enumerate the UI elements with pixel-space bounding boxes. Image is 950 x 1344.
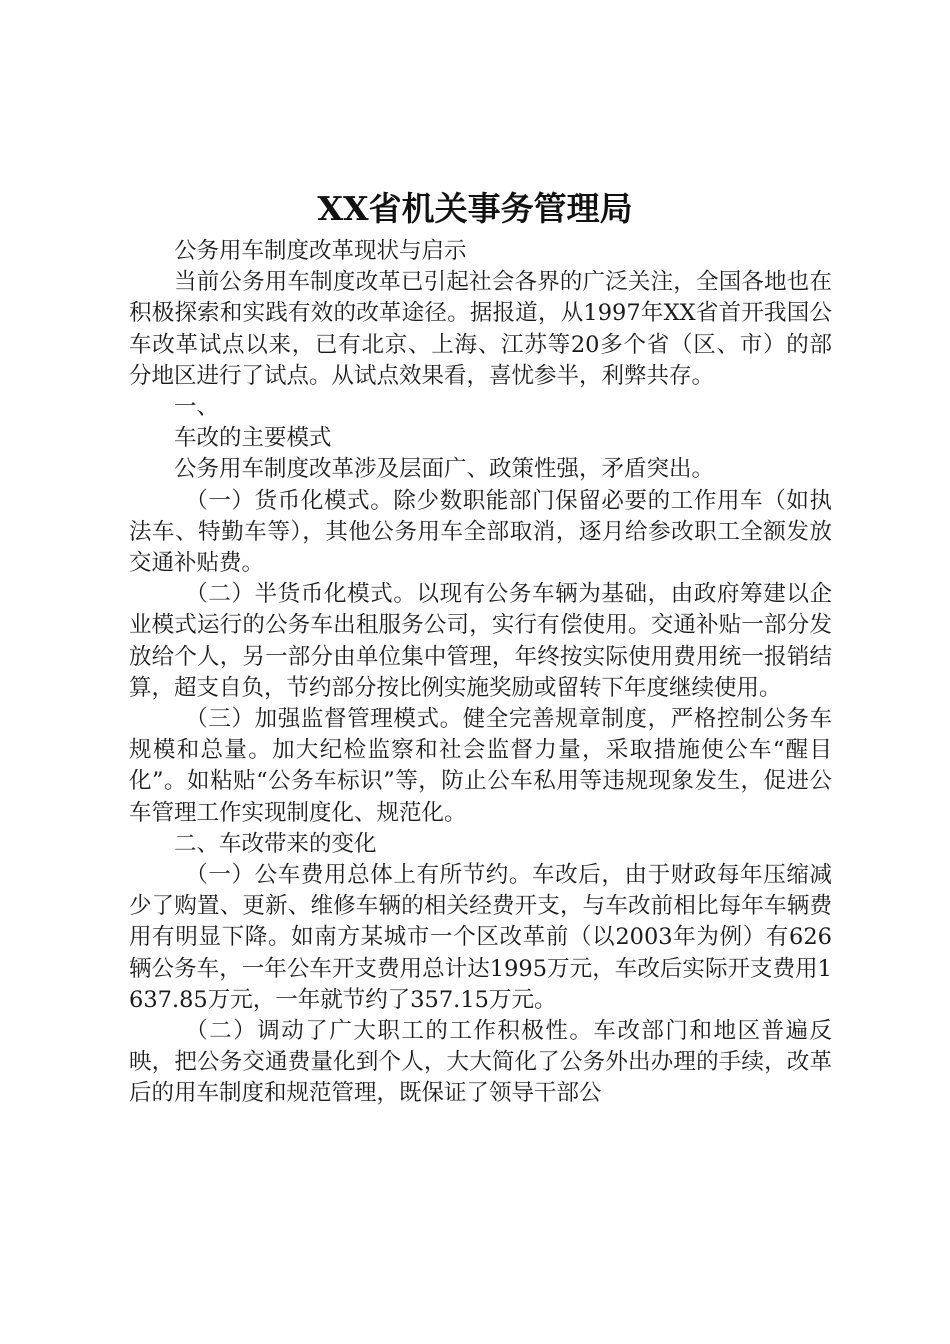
paragraph-monetization-mode: （一）货币化模式。除少数职能部门保留必要的工作用车（如执法车、特勤车等），其他公务用车全部取消，逐月给参改职工全额发放交通补贴费。 (129, 487, 832, 577)
section-heading-changes: 二、车改带来的变化 (174, 830, 377, 857)
paragraph-intro: 当前公务用车制度改革已引起社会各界的广泛关注，全国各地也在积极探索和实践有效的改革途径。据报道，从1997年XX省首开我国公车改革试点以来，已有北京、上海、江苏等20多个省（区、市）的部分地区进行了试点。从试点效果看，喜忧参半，利弊共存。 (129, 269, 832, 389)
paragraph-cost-savings: （一）公车费用总体上有所节约。车改后，由于财政每年压缩减少了购置、更新、维修车辆的相关经费开支，与车改前相比每年车辆费用有明显下降。如南方某城市一个区改革前（以2003年为例）有626辆公务车，一年公车开支费用总计达1995万元，车改后实际开支费用1637.85万元，一年就节约了357.15万元。 (129, 862, 832, 1013)
document-title: XX省机关事务管理局 (317, 189, 633, 228)
paragraph-staff-motivation: （二）调动了广大职工的工作积极性。车改部门和地区普遍反映，把公务交通费量化到个人，大大简化了公务外出办理的手续，改革后的用车制度和规范管理，既保证了领导干部公 (129, 1018, 832, 1107)
section-number-one: 一、 (174, 394, 220, 421)
paragraph-subtitle: 公务用车制度改革现状与启示 (174, 238, 467, 264)
paragraph-semi-monetization-mode: （二）半货币化模式。以现有公务车辆为基础，由政府筹建以企业模式运行的公务车出租服务公司，实行有偿使用。交通补贴一部分发放给个人，另一部分由单位集中管理，年终按实际使用费用统一报销结算，超支自负，节约部分按比例实施奖励或留转下年度继续使用。 (129, 581, 832, 701)
section-heading-main-modes: 车改的主要模式 (174, 425, 332, 452)
paragraph-supervision-mode: （三）加强监督管理模式。健全完善规章制度，严格控制公务车规模和总量。加大纪检监察和社会监督力量，采取措施使公车“醒目化”。如粘贴“公务车标识”等，防止公车私用等违规现象发生，促进公车管理工作实现制度化、规范化。 (129, 706, 832, 826)
paragraph-modes-summary: 公务用车制度改革涉及层面广、政策性强，矛盾突出。 (174, 456, 715, 483)
document-body (129, 236, 832, 1110)
